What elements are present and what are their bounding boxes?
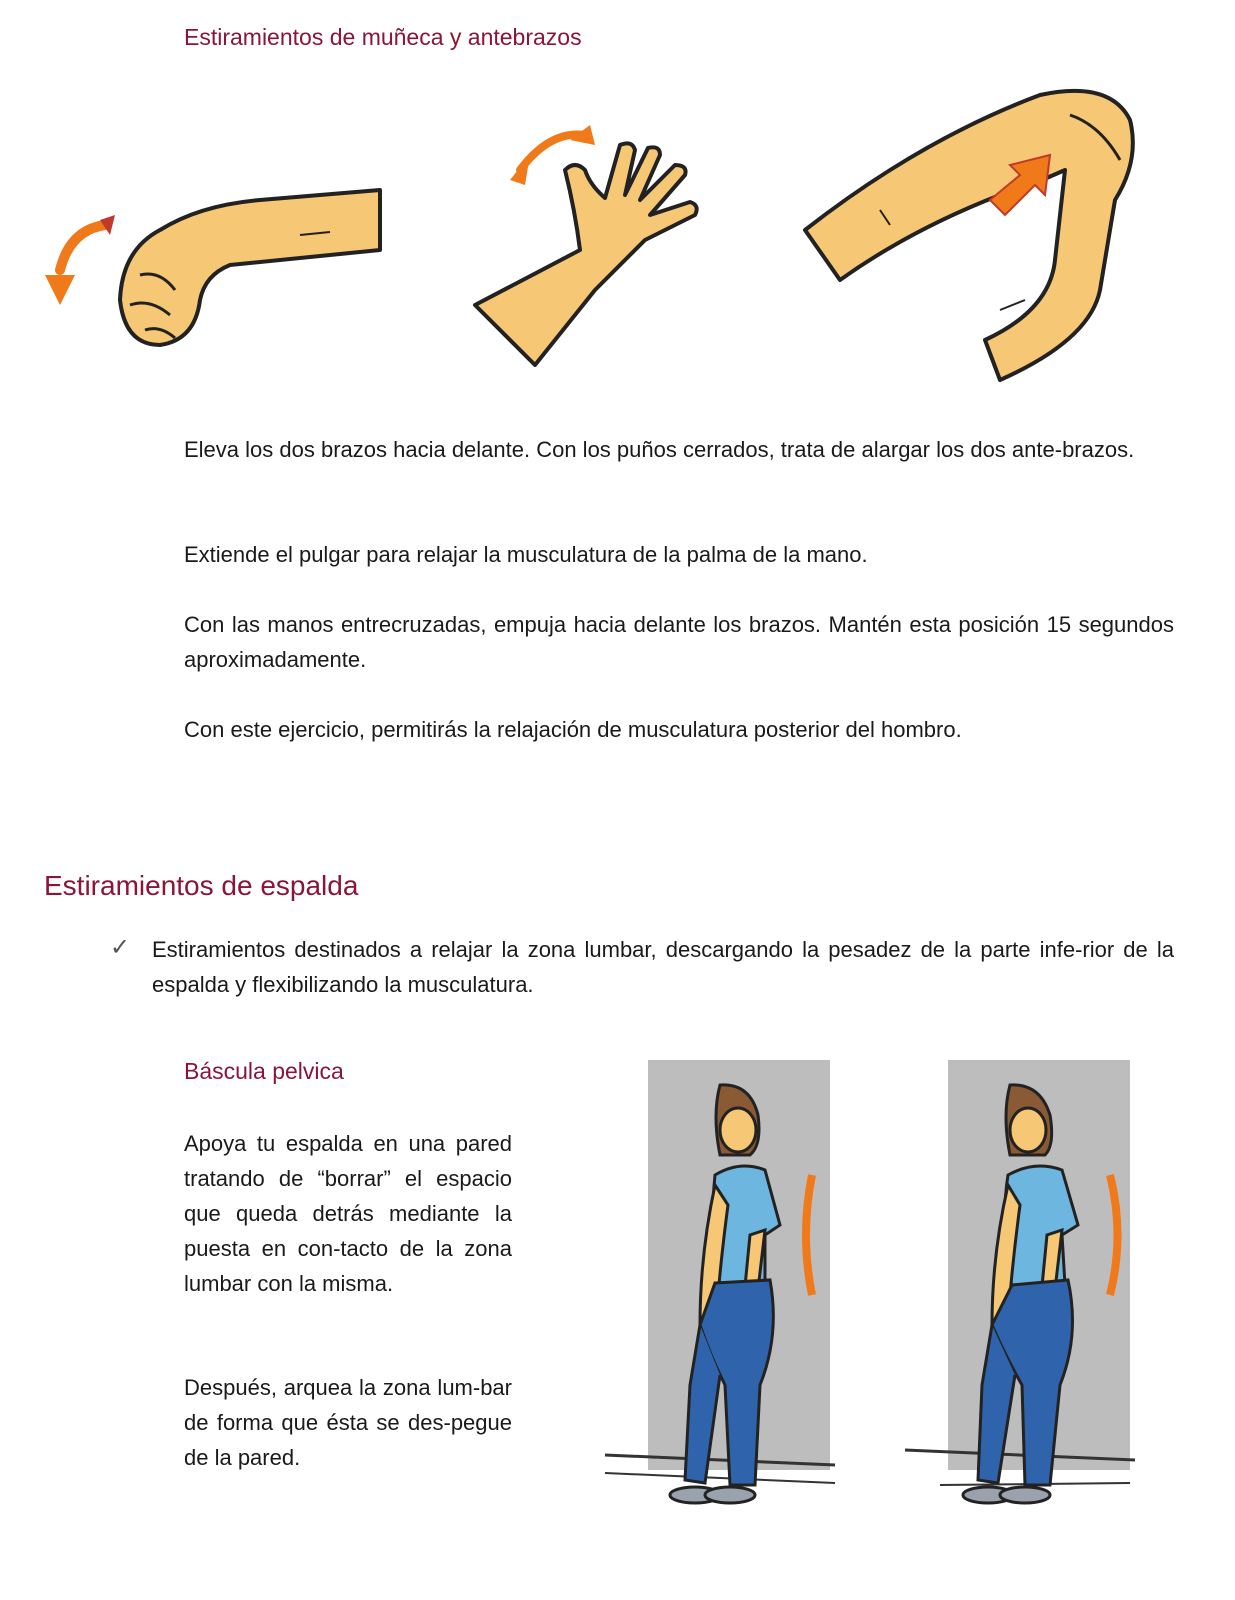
curved-arrow-icon bbox=[60, 225, 105, 270]
back-bullet-text: Estiramientos destinados a relajar la zona lumbar, descargando la pesadez de la parte infe-rior de la espalda y flexibilizando la musculatura. bbox=[152, 937, 1174, 997]
check-mark-icon: ✓ bbox=[110, 934, 131, 961]
fist-stretch-illustration bbox=[30, 180, 410, 360]
back-section-title: Estiramientos de espalda bbox=[44, 870, 359, 901]
pelvic-paragraph-1: Apoya tu espalda en una pared tratando de “borrar” el espacio que queda detrás mediante la puesta en con-tacto de la zona lumbar con la misma. bbox=[184, 1131, 512, 1296]
wrist-paragraph-3: Con las manos entrecruzadas, empuja hacia delante los brazos. Mantén esta posición 15 segundos aproximadamente. bbox=[184, 612, 1174, 672]
wrist-paragraph-4: Con este ejercicio, permitirás la relajación de musculatura posterior del hombro. bbox=[184, 717, 962, 742]
wrist-paragraph-1: Eleva los dos brazos hacia delante. Con los puños cerrados, trata de alargar los dos ante-brazos. bbox=[184, 437, 1135, 462]
pelvic-tilt-title: Báscula pelvica bbox=[184, 1058, 344, 1084]
woman-wall-illustration-2 bbox=[900, 1055, 1140, 1535]
arms-stretch-illustration bbox=[800, 80, 1160, 390]
woman-wall-illustration-1 bbox=[600, 1055, 840, 1535]
wrist-paragraph-2: Extiende el pulgar para relajar la musculatura de la palma de la mano. bbox=[184, 542, 868, 567]
open-hand-stretch-illustration bbox=[470, 120, 710, 370]
pelvic-paragraph-2: Después, arquea la zona lum-bar de forma que ésta se des-pegue de la pared. bbox=[184, 1375, 512, 1470]
wrist-section-title: Estiramientos de muñeca y antebrazos bbox=[184, 24, 582, 50]
